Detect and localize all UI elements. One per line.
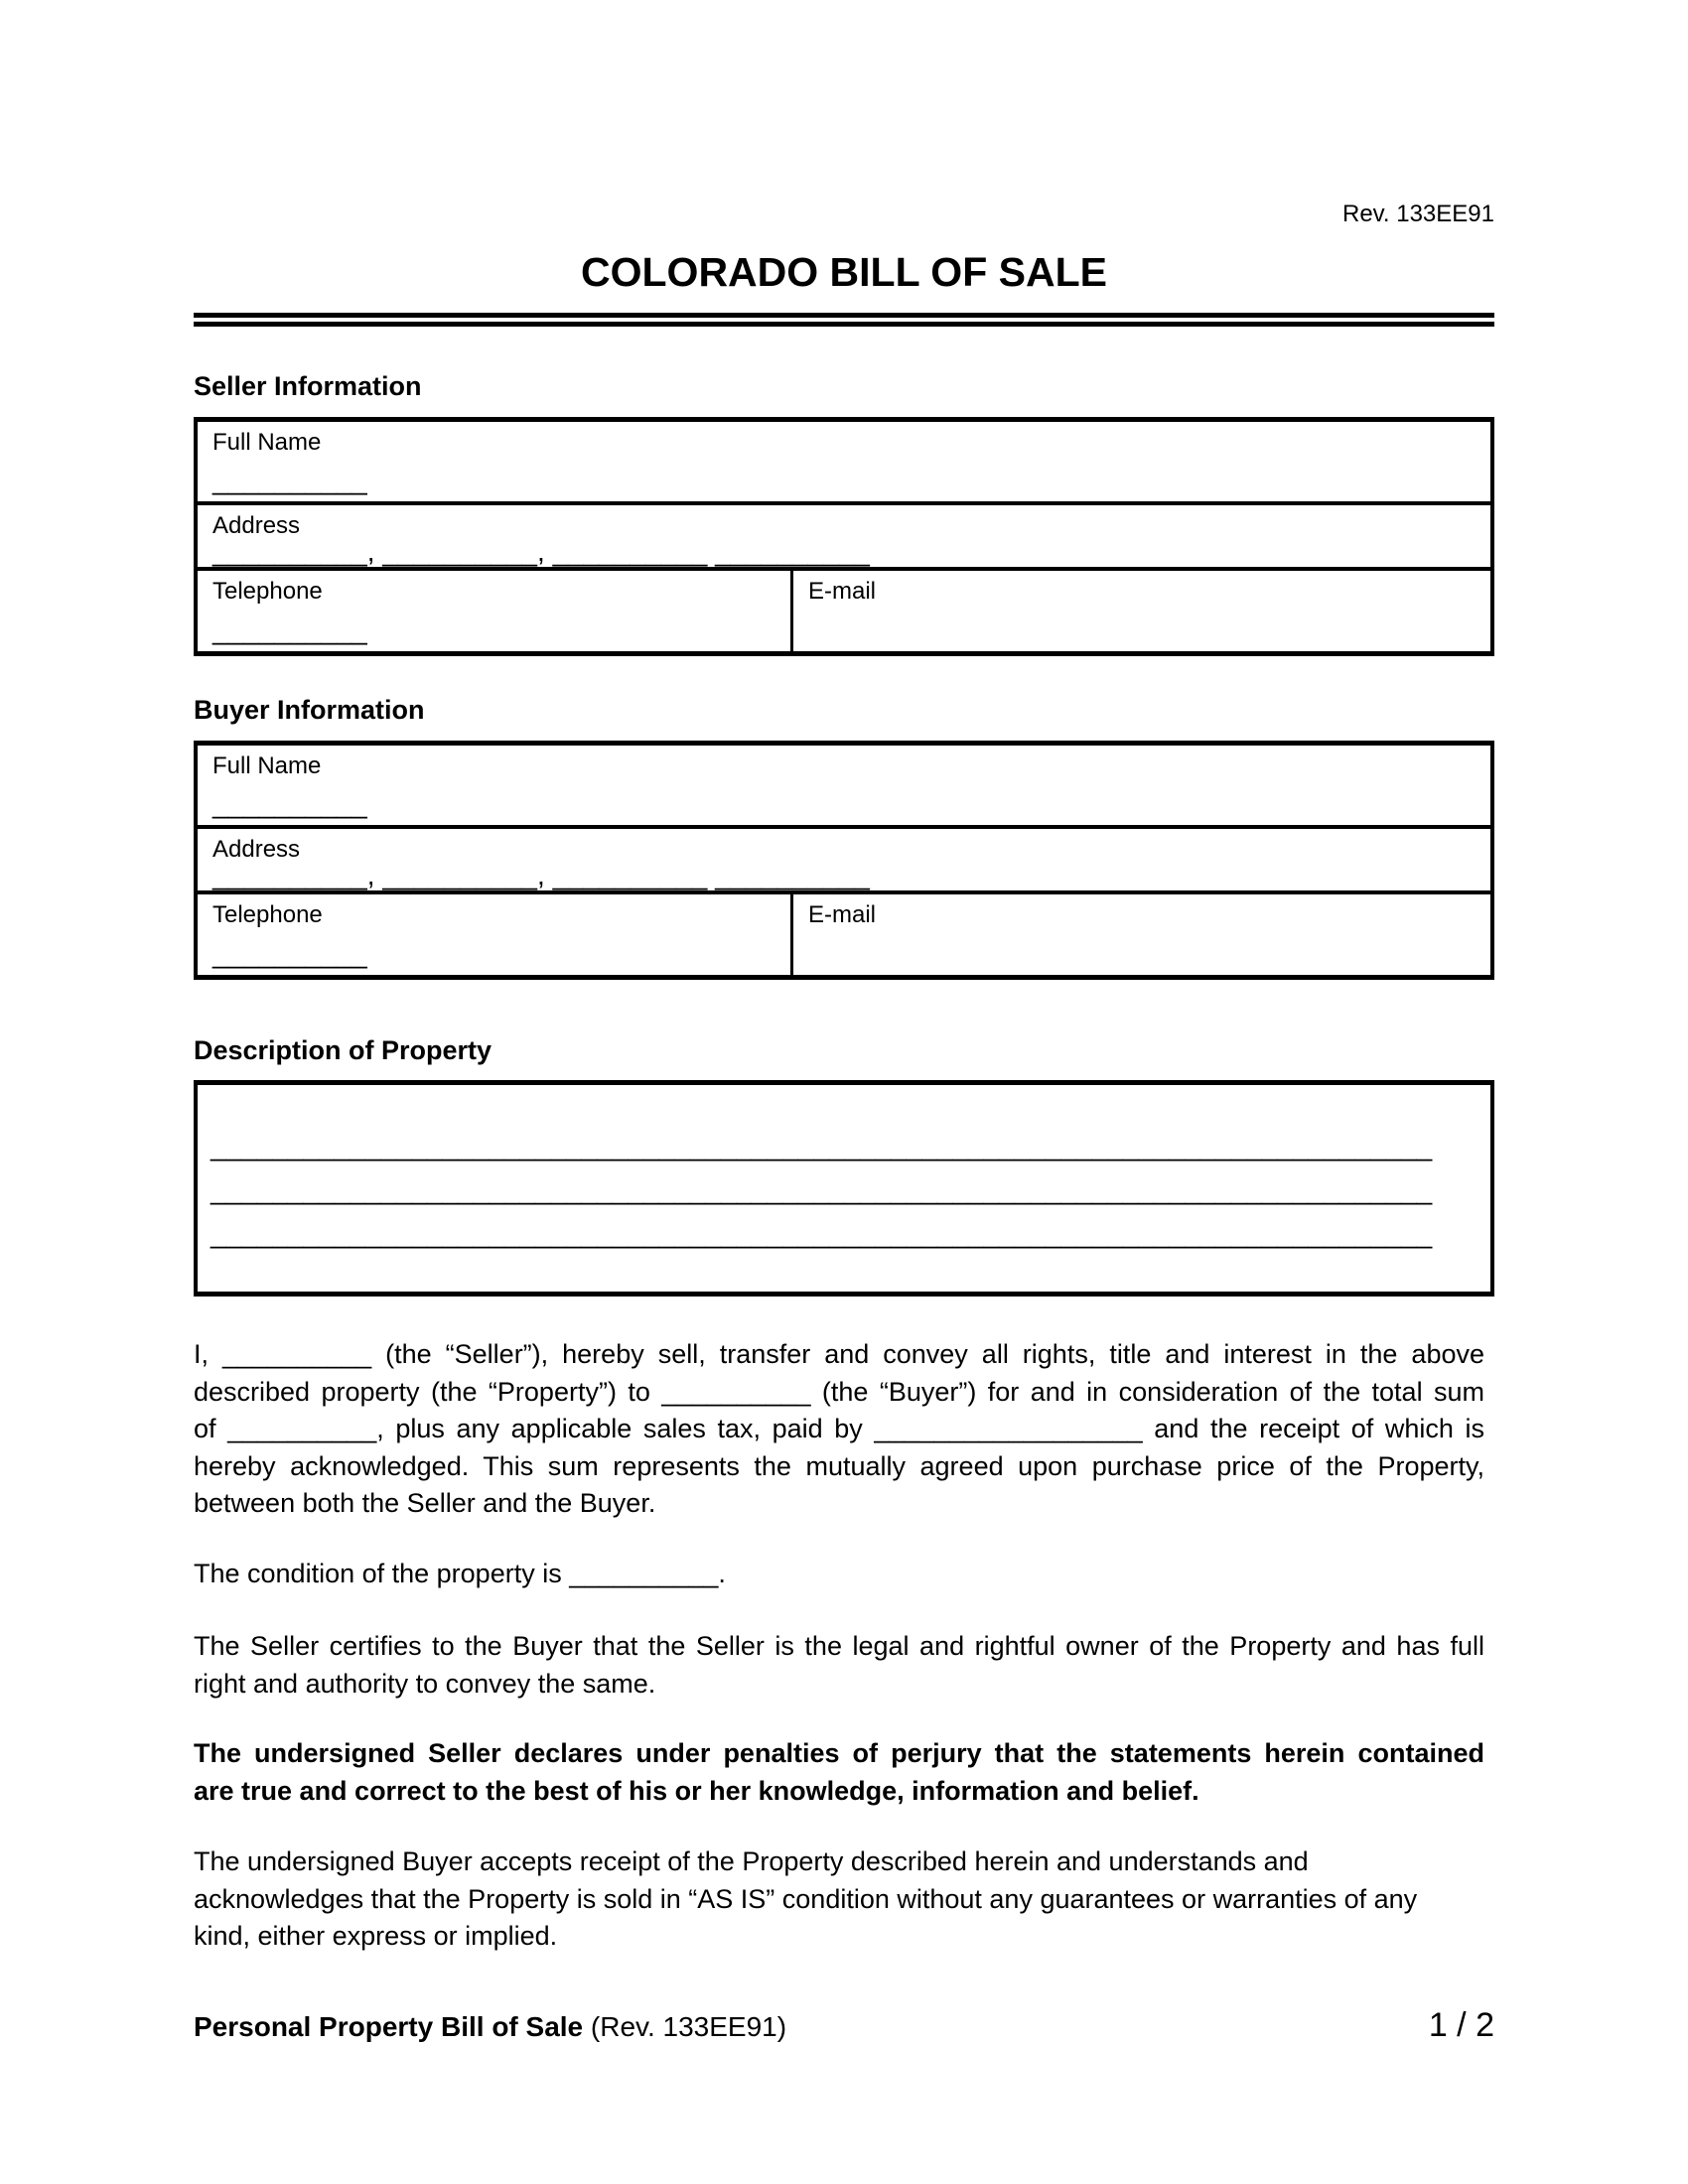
- buyer-full-name-row: [198, 746, 1490, 825]
- buyer-email-cell: [790, 894, 1490, 975]
- buyer-contact-row: [198, 890, 1490, 975]
- seller-full-name-blank: __________: [212, 465, 367, 495]
- buyer-info-table: [194, 741, 1494, 980]
- seller-contact-row: [198, 567, 1490, 651]
- buyer-telephone-cell: [198, 894, 790, 975]
- paragraph-line: The condition of the property is __________.: [194, 1558, 726, 1588]
- property-description-line: _______________________________________________________________________________: [211, 1174, 1433, 1205]
- buyer-section-heading: Buyer Information: [194, 695, 425, 725]
- seller-telephone-blank: __________: [212, 614, 367, 645]
- property-description-box: [194, 1080, 1494, 1297]
- seller-email-label: E-mail: [808, 578, 877, 605]
- paragraph-line: acknowledges that the Property is sold in “AS IS” condition without any guarantees or warranties of any: [194, 1883, 1418, 1914]
- paragraph-line: kind, either express or implied.: [194, 1921, 558, 1951]
- paragraph-line: of __________, plus any applicable sales tax, paid by __________________ and the receipt of which is: [194, 1414, 1484, 1443]
- buyer-address-blank: __________, __________, __________ __________: [212, 860, 870, 890]
- paragraph-line: right and authority to convey the same.: [194, 1668, 656, 1699]
- seller-address-blank: __________, __________, __________ __________: [212, 536, 870, 567]
- seller-full-name-label: Full Name: [212, 429, 322, 456]
- seller-address-label: Address: [212, 512, 301, 539]
- paragraph-line: The undersigned Buyer accepts receipt of the Property described herein and understands and: [194, 1846, 1309, 1876]
- seller-certification-paragraph: [194, 1628, 1484, 1703]
- paragraph-line: hereby acknowledged. This sum represents the mutually agreed upon purchase price of the Property,: [194, 1450, 1484, 1481]
- seller-telephone-cell: [198, 571, 790, 651]
- paragraph-line: are true and correct to the best of his or her knowledge, information and belief.: [194, 1775, 1199, 1806]
- sale-declaration-paragraph: [194, 1336, 1484, 1523]
- page-footer: [194, 2007, 1494, 2045]
- buyer-telephone-label: Telephone: [212, 901, 323, 928]
- seller-telephone-label: Telephone: [212, 578, 323, 605]
- buyer-acceptance-paragraph: [194, 1843, 1484, 1956]
- buyer-email-label: E-mail: [808, 901, 877, 928]
- condition-paragraph: [194, 1556, 1484, 1593]
- seller-address-row: [198, 501, 1490, 567]
- seller-email-cell: [790, 571, 1490, 651]
- revision-label: Rev. 133EE91: [1342, 201, 1494, 227]
- buyer-address-row: [198, 825, 1490, 890]
- buyer-full-name-label: Full Name: [212, 752, 322, 779]
- property-description-line: _______________________________________________________________________________: [211, 1218, 1433, 1249]
- paragraph-line: between both the Seller and the Buyer.: [194, 1488, 656, 1518]
- buyer-address-label: Address: [212, 836, 301, 863]
- footer-revision: (Rev. 133EE91): [583, 2010, 787, 2042]
- perjury-declaration-paragraph: [194, 1735, 1484, 1810]
- page-title: COLORADO BILL OF SALE: [581, 249, 1107, 295]
- footer-title: Personal Property Bill of Sale: [194, 2010, 584, 2042]
- paragraph-line: described property (the “Property”) to __________ (the “Buyer”) for and in consideration of the total sum: [194, 1376, 1484, 1407]
- buyer-telephone-blank: __________: [212, 938, 367, 969]
- title-divider: [194, 313, 1494, 327]
- paragraph-line: I, __________ (the “Seller”), hereby sell, transfer and convey all rights, title and interest in the above: [194, 1339, 1484, 1369]
- page-number: 1 / 2: [1428, 2005, 1494, 2044]
- seller-section-heading: Seller Information: [194, 371, 422, 401]
- paragraph-line: The undersigned Seller declares under penalties of perjury that the statements herein contained: [194, 1738, 1484, 1768]
- property-section-heading: Description of Property: [194, 1035, 492, 1065]
- paragraph-line: The Seller certifies to the Buyer that the Seller is the legal and rightful owner of the Property and has full: [194, 1631, 1484, 1661]
- footer-document-label: [194, 2009, 786, 2045]
- property-description-line: _______________________________________________________________________________: [211, 1131, 1433, 1161]
- buyer-full-name-blank: __________: [212, 788, 367, 819]
- seller-full-name-row: [198, 422, 1490, 501]
- seller-info-table: [194, 417, 1494, 656]
